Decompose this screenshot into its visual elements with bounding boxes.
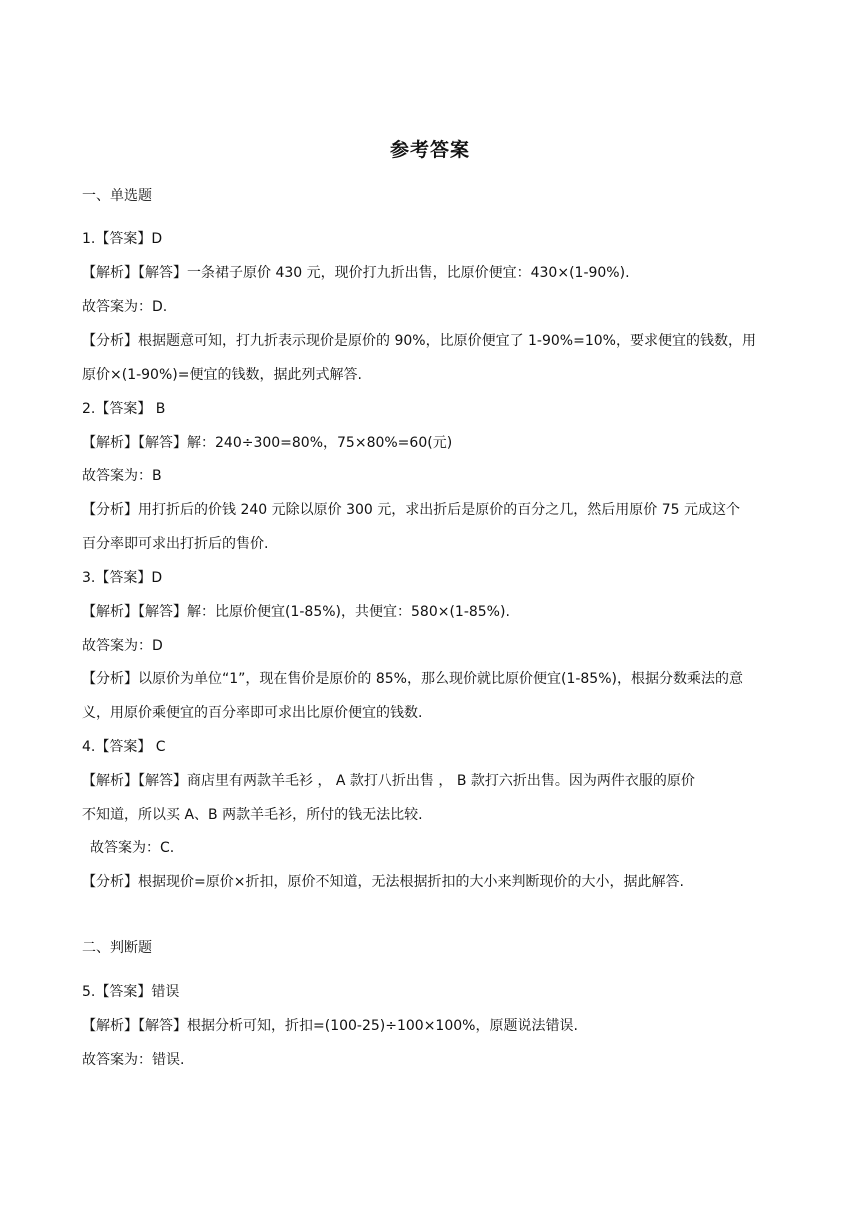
page-title: 参考答案 <box>389 139 470 161</box>
section-heading-true-false: 二、判断题 <box>82 940 152 956</box>
q4-analysis: 【分析】根据现价=原价×折扣，原价不知道，无法根据折扣的大小来判断现价的大小，据此解答. <box>82 874 684 890</box>
q5-answer: 5.【答案】错误 <box>82 984 180 1000</box>
q2-explanation: 【解析】【解答】解：240÷300=80%，75×80%=60(元) <box>82 435 453 451</box>
q4-explanation-line-1: 【解析】【解答】商店里有两款羊毛衫 ， A 款打八折出售 ， B 款打六折出售。因为两件衣服的原价 <box>82 773 695 789</box>
q2-answer: 2.【答案】 B <box>82 401 166 417</box>
q5-explanation: 【解析】【解答】根据分析可知，折扣=(100-25)÷100×100%，原题说法错误. <box>82 1018 578 1034</box>
q1-analysis-line-2: 原价×(1-90%)=便宜的钱数，据此列式解答. <box>82 367 362 383</box>
q4-explanation-line-2: 不知道，所以买 A、B 两款羊毛衫，所付的钱无法比较. <box>82 807 423 823</box>
q3-analysis-line-1: 【分析】以原价为单位“1”，现在售价是原价的 85%，那么现价就比原价便宜(1-85%)，根据分数乘法的意 <box>82 671 743 687</box>
q4-answer: 4.【答案】 C <box>82 739 166 755</box>
q1-analysis-line-1: 【分析】根据题意可知，打九折表示现价是原价的 90%，比原价便宜了 1-90%=10%，要求便宜的钱数，用 <box>82 333 756 349</box>
q2-analysis-line-2: 百分率即可求出打折后的售价. <box>82 536 269 552</box>
q4-conclusion: 故答案为：C. <box>90 840 175 856</box>
section-heading-single-choice: 一、单选题 <box>82 188 152 204</box>
q5-conclusion: 故答案为：错误. <box>82 1052 185 1068</box>
q3-conclusion: 故答案为：D <box>82 638 163 654</box>
q1-conclusion: 故答案为：D. <box>82 299 168 315</box>
q2-conclusion: 故答案为：B <box>82 468 162 484</box>
q3-answer: 3.【答案】D <box>82 570 163 586</box>
q1-answer: 1.【答案】D <box>82 231 163 247</box>
q1-explanation: 【解析】【解答】一条裙子原价 430 元，现价打九折出售，比原价便宜：430×(1-90%). <box>82 265 630 281</box>
q2-analysis-line-1: 【分析】用打折后的价钱 240 元除以原价 300 元，求出折后是原价的百分之几，然后用原价 75 元成这个 <box>82 502 740 518</box>
q3-explanation: 【解析】【解答】解：比原价便宜(1-85%)，共便宜：580×(1-85%). <box>82 604 510 620</box>
q3-analysis-line-2: 义，用原价乘便宜的百分率即可求出比原价便宜的钱数. <box>82 705 423 721</box>
